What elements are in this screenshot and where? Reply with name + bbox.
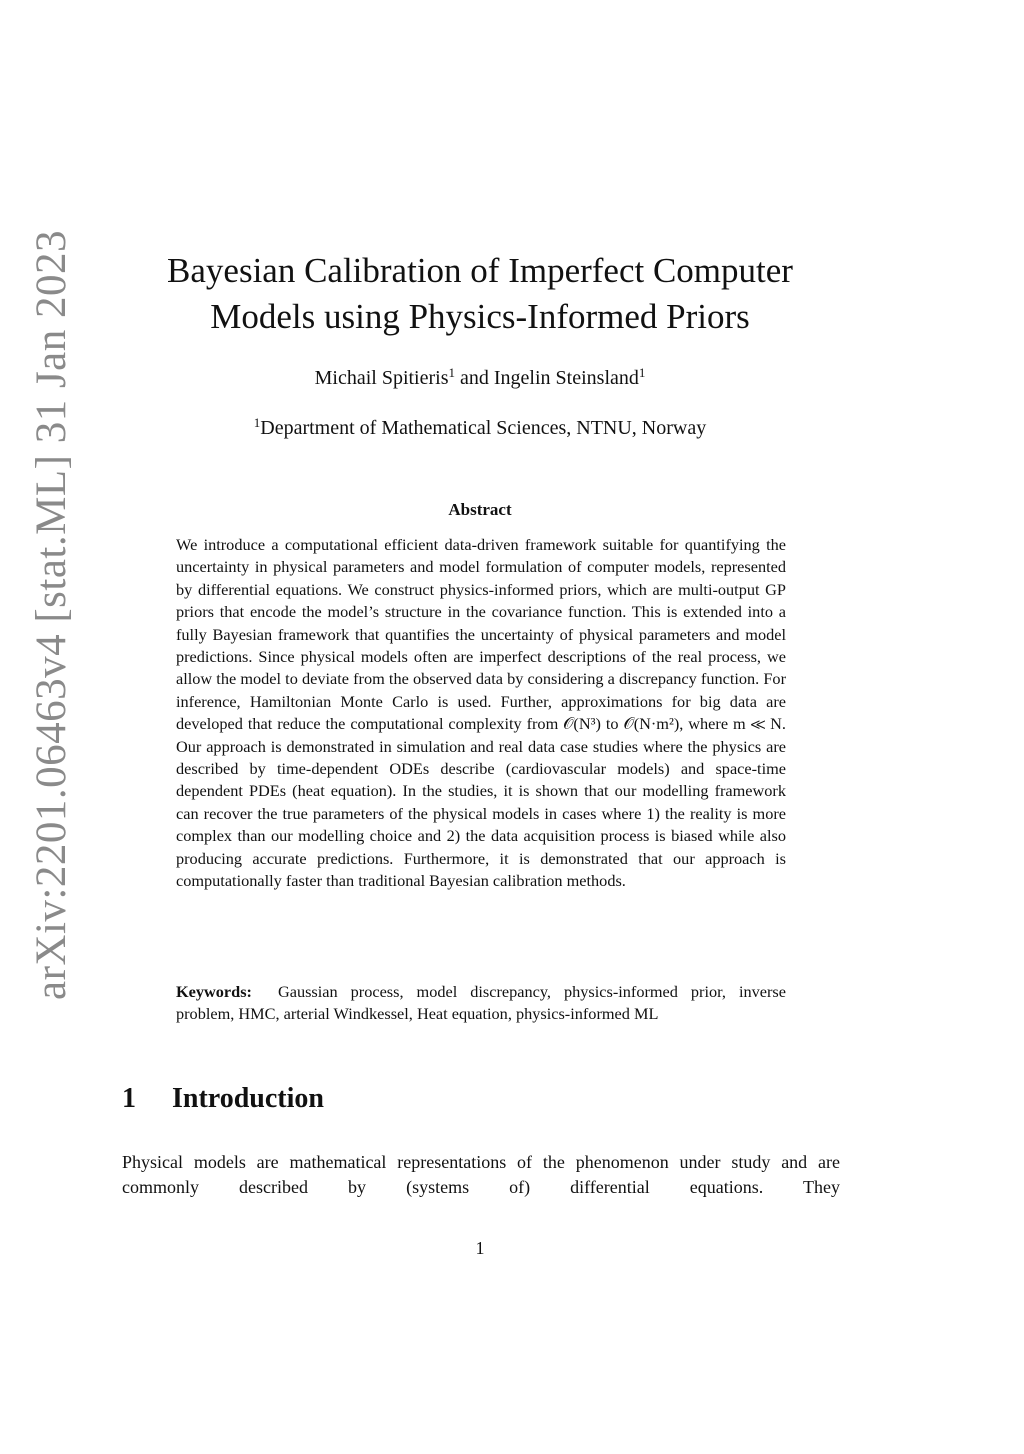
arxiv-identifier-stamp: arXiv:2201.06463v4 [stat.ML] 31 Jan 2023 — [28, 229, 75, 1000]
affiliation-text: Department of Mathematical Sciences, NTNU, Norway — [260, 417, 707, 439]
page-number: 1 — [475, 1238, 485, 1258]
abstract-heading: Abstract — [448, 500, 512, 519]
affiliation-marker: 1 — [253, 415, 261, 430]
affiliation-marker: 1 — [448, 365, 455, 380]
keywords-block — [176, 981, 786, 1026]
affiliation-marker: 1 — [638, 365, 646, 380]
introduction-paragraph: Physical models are mathematical representations of the phenomenon under study and are commonly described by (systems of) differential equations. They — [122, 1152, 840, 1197]
author-connector: and — [455, 367, 494, 389]
abstract-text: We introduce a computational efficient data-driven framework suitable for quantifying the uncertainty in physical parameters and model formulation of computer models, represented by differential equations. We construct physics-informed priors, which are multi-output GP priors that encode the model’s structure in the covariance function. This is extended into a fully Bayesian framework that quantifies the uncertainty of physical parameters and model predictions. Since physical models often are imperfect descriptions of the real process, we allow the model to deviate from the observed data by considering a discrepancy function. For inference, Hamiltonian Monte Carlo is used. Further, approximations for big data are developed that reduce the computational complexity from 𝒪(N³) to 𝒪(N·m²), where m ≪ N. Our approach is demonstrated in simulation and real data case studies where the physics are described by time-dependent ODEs describe (cardiovascular models) and space-time dependent PDEs (heat equation). In the studies, it is shown that our modelling framework can recover the true parameters of the physical models in cases where 1) the reality is more complex than our modelling choice and 2) the data acquisition process is biased while also producing accurate predictions. Furthermore, it is demonstrated that our approach is computationally faster than traditional Bayesian calibration methods. — [176, 535, 786, 891]
paper-title-line-1: Bayesian Calibration of Imperfect Computer — [167, 251, 793, 290]
author-name: Ingelin Steinsland — [493, 367, 639, 389]
author-affiliation — [140, 414, 820, 442]
keywords-label: Keywords: — [176, 982, 252, 1001]
author-list — [140, 364, 820, 392]
section-title: Introduction — [172, 1083, 324, 1114]
paper-title — [140, 248, 820, 340]
section-heading-introduction — [122, 1080, 622, 1118]
section-number: 1 — [122, 1083, 136, 1114]
paper-title-line-2: Models using Physics-Informed Priors — [210, 297, 750, 336]
author-name: Michail Spitieris — [314, 367, 449, 389]
keywords-text: Gaussian process, model discrepancy, physics-informed prior, inverse problem, HMC, arterial Windkessel, Heat equation, physics-informed ML — [176, 982, 786, 1024]
